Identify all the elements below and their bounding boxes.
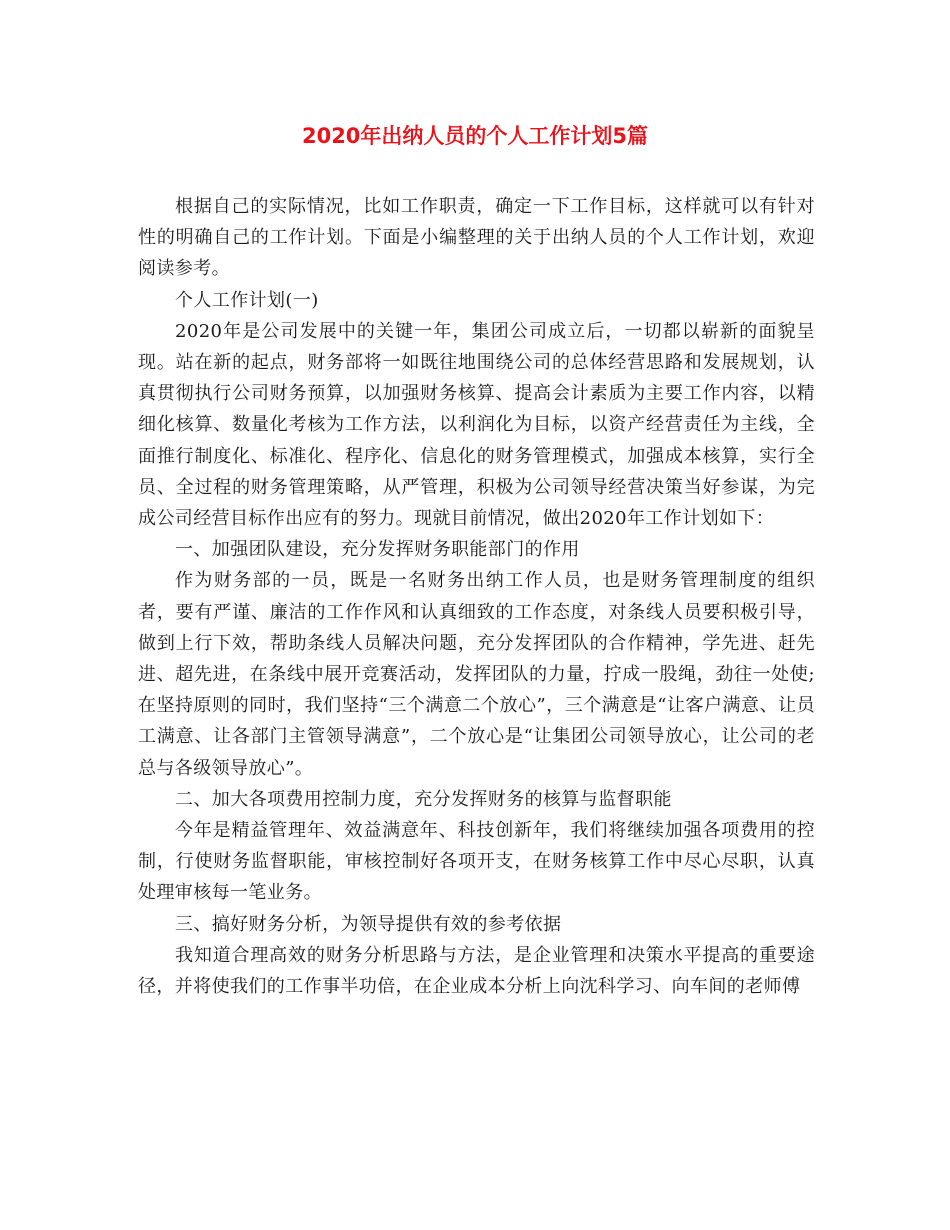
document-title: 2020年出纳人员的个人工作计划5篇 [301,124,649,148]
body-paragraph: 今年是精益管理年、效益满意年、科技创新年，我们将继续加强各项费用的控制，行使财务监督职能，审核控制好各项开支，在财务核算工作中尽心尽职，认真处理审核每一笔业务。 [138,820,815,904]
body-paragraph: 作为财务部的一员，既是一名财务出纳工作人员，也是财务管理制度的组织者，要有严谨、廉洁的工作作风和认真细致的工作态度，对条线人员要积极引导，做到上行下效，帮助条线人员解决问题，充分发挥团队的合作精神，学先进、赶先进、超先进，在条线中展开竞赛活动，发挥团队的力量，拧成一股绳，劲往一处使;在坚持原则的同时，我们坚持“三个满意二个放心”，三个满意是“让客户满意、让员工满意、让各部门主管领导满意”，二个放心是“让集团公司领导放心，让公司的老总与各级领导放心”。 [138,570,815,779]
section-heading-plan-one: 个人工作计划(一) [175,289,319,311]
body-paragraph: 2020年是公司发展中的关键一年，集团公司成立后，一切都以崭新的面貌呈现。站在新的起点，财务部将一如既往地围绕公司的总体经营思路和发展规划，认真贯彻执行公司财务预算，以加强财务核算、提高会计素质为主要工作内容，以精细化核算、数量化考核为工作方法，以利润化为目标，以资产经营责任为主线，全面推行制度化、标准化、程序化、信息化的财务管理模式，加强成本核算，实行全员、全过程的财务管理策略，从严管理，积极为公司领导经营决策当好参谋，为完成公司经营目标作出应有的努力。现就目前情况，做出2020年工作计划如下： [138,320,815,530]
section-heading-cost-control: 二、加大各项费用控制力度，充分发挥财务的核算与监督职能 [175,788,672,810]
body-paragraph: 我知道合理高效的财务分析思路与方法，是企业管理和决策水平提高的重要途径，并将使我们的工作事半功倍，在企业成本分析上向沈科学习、向车间的老师傅 [138,944,815,998]
section-heading-financial-analysis: 三、搞好财务分析，为领导提供有效的参考依据 [175,913,562,935]
section-heading-team-building: 一、加强团队建设，充分发挥财务职能部门的作用 [175,539,580,561]
document-body [138,191,815,1002]
intro-paragraph: 根据自己的实际情况，比如工作职责，确定一下工作目标，这样就可以有针对性的明确自己的工作计划。下面是小编整理的关于出纳人员的个人工作计划，欢迎阅读参考。 [138,196,815,280]
